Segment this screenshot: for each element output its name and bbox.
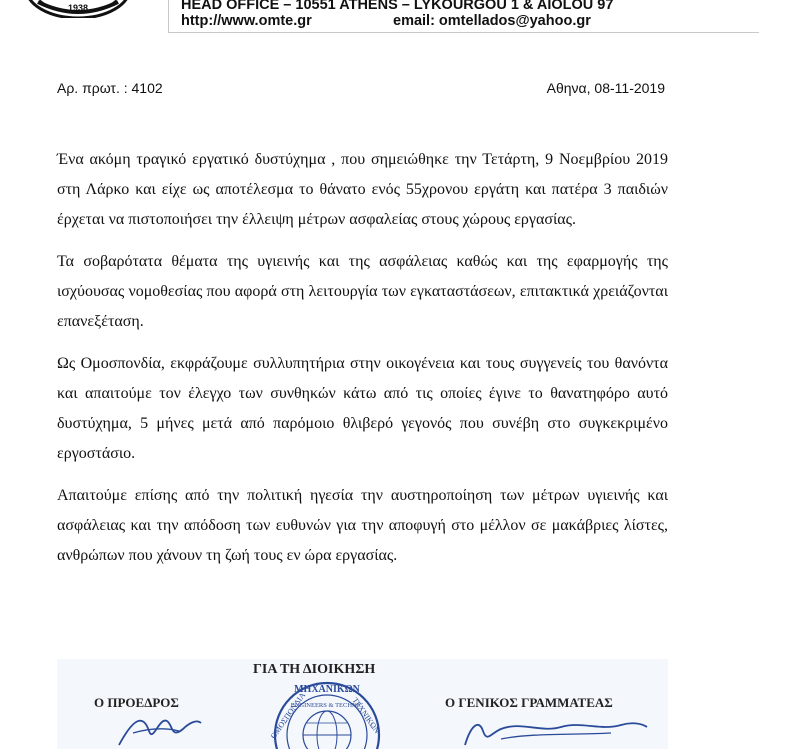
signature-block (57, 659, 668, 749)
paragraph-3: Ως Ομοσπονδία, εκφράζουμε συλλυπητήρια στην οικογένεια και τους συγγενείς του θανόντα και απαιτούμε τον έλεγχο των συνθηκών κάτω από τις οποίες έγινε το θανατηφόρο αυτό δυστύχημα, 5 μήνες μετά από παρόμοιο θλιβερό γεγονός που συνέβη στο συγκεκριμένο εργοστάσιο. (57, 355, 668, 462)
federation-stamp (252, 673, 402, 749)
stamp-text-top: ΜΗΧΑΝΙΚΩΝ (294, 684, 360, 695)
paragraph-2: Τα σοβαρότατα θέματα της υγιεινής και της ασφάλειας καθώς και της εφαρμογής της ισχύουσας νομοθεσίας που αφορά στη λειτουργία των εγκαταστάσεων, επιτακτικά χρειάζονται επανεξέταση. (57, 253, 668, 330)
email-address[interactable]: email: omtellados@yahoo.gr (393, 13, 591, 29)
paragraph-1: Ένα ακόμη τραγικό εργατικό δυστύχημα , που σημειώθηκε την Τετάρτη, 9 Νοεμβρίου 2019 στη Λάρκο και είχε ως αποτέλεσμα το θάνατο ενός 55χρονου εργάτη και πατέρα 3 παιδιών έρχεται να πιστοποιήσει την έλλειψη μέτρων ασφαλείας στους χώρους εργασίας. (57, 151, 668, 228)
letterhead-header (168, 0, 759, 33)
logo-year: 1938 (67, 3, 89, 13)
protocol-number: Αρ. πρωτ. : 4102 (57, 80, 163, 96)
signature-heading: ΓΙΑ ΤΗ ΔΙΟΙΚΗΣΗ (253, 662, 376, 677)
president-title: Ο ΠΡΟΕΔΡΟΣ (94, 695, 179, 710)
letter-date: Αθηνα, 08-11-2019 (546, 80, 665, 96)
website-link[interactable]: http://www.omte.gr (181, 13, 312, 29)
president-signature (113, 709, 203, 749)
office-address: HEAD OFFICE – 10551 ATHENS – LYKOURGOU 1 & AIOLOU 97 (181, 0, 614, 13)
stamp-text-inner: ENGINEERS & TECHNIC (290, 702, 364, 709)
paragraph-4: Απαιτούμε επίσης από την πολιτική ηγεσία την αυστηροποίηση των μέτρων υγιεινής και ασφάλειας και την απόδοση των ευθυνών για την αποφυγή στο μέλλον σε μακάβριες λίστες, ανθρώπων που χάνουν τη ζωή τους εν ώρα εργασίας. (57, 487, 668, 564)
letter-body (57, 145, 668, 583)
stamp-text-left: ΟΜΟΣΠΟΝΔΙΑ (268, 690, 308, 741)
federation-logo (8, 0, 148, 18)
secretary-title: Ο ΓΕΝΙΚΟΣ ΓΡΑΜΜΑΤΕΑΣ (445, 695, 613, 710)
secretary-signature (461, 711, 651, 749)
stamp-text-right: ΤΕΧΝΙΚΩΝ (350, 695, 382, 736)
